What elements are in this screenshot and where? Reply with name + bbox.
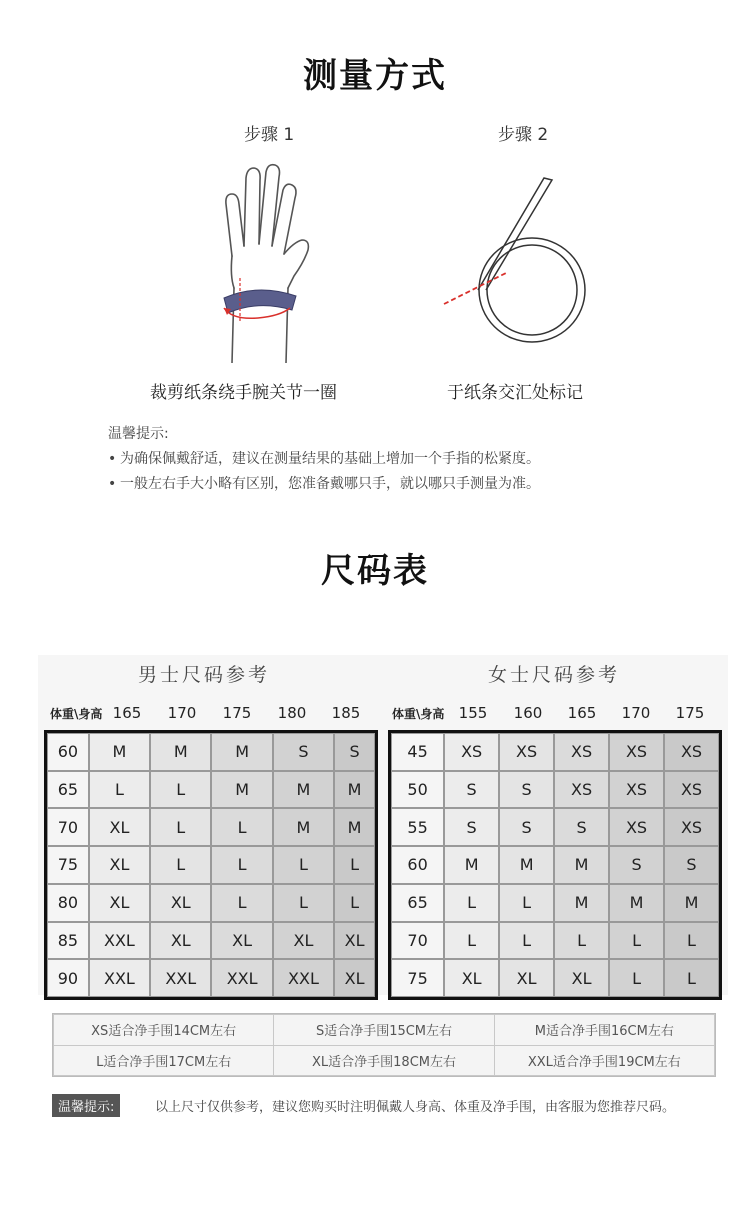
size-cell: XL xyxy=(334,922,375,960)
size-cell: XL xyxy=(150,884,211,922)
guide-cell: XXL适合净手围19CM左右 xyxy=(494,1045,714,1076)
table-row xyxy=(47,884,375,922)
women-chart-title: 女士尺码参考 xyxy=(488,664,621,686)
men-height: 165 xyxy=(112,704,142,722)
guide-cell: S适合净手围15CM左右 xyxy=(274,1015,494,1046)
size-cell: L xyxy=(273,846,334,884)
size-cell: XL xyxy=(554,959,609,997)
weight-cell: 80 xyxy=(47,884,89,922)
measure-title: 测量方式 xyxy=(303,56,447,96)
size-cell: XS xyxy=(664,808,719,846)
size-cell: XXL xyxy=(211,959,272,997)
size-cell: M xyxy=(499,846,554,884)
size-cell: XXL xyxy=(89,922,150,960)
size-cell: XS xyxy=(609,808,664,846)
women-header-row xyxy=(392,704,718,726)
size-cell: XL xyxy=(150,922,211,960)
women-height: 170 xyxy=(621,704,651,722)
guide-cell: XL适合净手围18CM左右 xyxy=(274,1045,494,1076)
size-cell: XL xyxy=(89,846,150,884)
size-cell: M xyxy=(89,733,150,771)
size-cell: L xyxy=(211,884,272,922)
men-corner-label: 体重\身高 xyxy=(50,707,103,721)
size-guide-table xyxy=(52,1013,716,1077)
guide-cell: XS适合净手围14CM左右 xyxy=(54,1015,274,1046)
table-row xyxy=(391,808,719,846)
size-cell: XS xyxy=(554,733,609,771)
size-cell: S xyxy=(664,846,719,884)
step1-label: 步骤 1 xyxy=(244,125,295,145)
size-cell: XS xyxy=(609,733,664,771)
table-row xyxy=(47,846,375,884)
size-cell: L xyxy=(664,922,719,960)
size-cell: XXL xyxy=(273,959,334,997)
size-cell: L xyxy=(609,959,664,997)
women-size-table xyxy=(388,730,722,1000)
size-cell: S xyxy=(499,771,554,809)
men-chart-title: 男士尺码参考 xyxy=(138,664,271,686)
size-cell: S xyxy=(499,808,554,846)
hand-wrist-illustration xyxy=(210,158,320,363)
size-cell: L xyxy=(444,884,499,922)
table-row xyxy=(54,1045,715,1076)
size-cell: L xyxy=(499,922,554,960)
weight-cell: 60 xyxy=(47,733,89,771)
table-row xyxy=(391,959,719,997)
paper-loop-illustration xyxy=(440,172,600,352)
men-height: 180 xyxy=(277,704,307,722)
tip-item: • 一般左右手大小略有区别，您准备戴哪只手，就以哪只手测量为准。 xyxy=(108,476,540,492)
size-cell: XL xyxy=(89,884,150,922)
step2-caption: 于纸条交汇处标记 xyxy=(447,383,583,403)
size-cell: XL xyxy=(499,959,554,997)
note-badge: 温馨提示: xyxy=(52,1094,120,1117)
size-cell: L xyxy=(664,959,719,997)
size-cell: XL xyxy=(444,959,499,997)
size-cell: XXL xyxy=(89,959,150,997)
mark-line-icon xyxy=(444,272,508,304)
weight-cell: 55 xyxy=(391,808,444,846)
size-cell: L xyxy=(554,922,609,960)
weight-cell: 85 xyxy=(47,922,89,960)
size-cell: M xyxy=(554,846,609,884)
size-cell: L xyxy=(150,808,211,846)
size-cell: M xyxy=(273,771,334,809)
women-height: 160 xyxy=(513,704,543,722)
men-height: 170 xyxy=(167,704,197,722)
step1-caption: 裁剪纸条绕手腕关节一圈 xyxy=(150,383,337,403)
table-row xyxy=(391,733,719,771)
size-cell: S xyxy=(273,733,334,771)
size-cell: XS xyxy=(664,771,719,809)
size-cell: L xyxy=(211,808,272,846)
size-cell: XXL xyxy=(150,959,211,997)
size-cell: XL xyxy=(211,922,272,960)
size-cell: L xyxy=(609,922,664,960)
table-row xyxy=(47,959,375,997)
size-cell: M xyxy=(273,808,334,846)
size-cell: L xyxy=(150,771,211,809)
men-height: 175 xyxy=(222,704,252,722)
size-cell: M xyxy=(211,771,272,809)
size-chart-title: 尺码表 xyxy=(321,551,429,591)
size-cell: L xyxy=(89,771,150,809)
size-cell: L xyxy=(499,884,554,922)
size-cell: L xyxy=(273,884,334,922)
size-cell: S xyxy=(444,808,499,846)
men-height: 185 xyxy=(331,704,361,722)
weight-cell: 45 xyxy=(391,733,444,771)
table-row xyxy=(391,884,719,922)
step2-label: 步骤 2 xyxy=(498,125,549,145)
size-cell: XL xyxy=(89,808,150,846)
weight-cell: 65 xyxy=(391,884,444,922)
table-row xyxy=(391,771,719,809)
women-height: 165 xyxy=(567,704,597,722)
weight-cell: 60 xyxy=(391,846,444,884)
size-cell: M xyxy=(554,884,609,922)
weight-cell: 75 xyxy=(47,846,89,884)
table-row xyxy=(47,808,375,846)
table-row xyxy=(391,846,719,884)
size-cell: XS xyxy=(664,733,719,771)
size-cell: L xyxy=(211,846,272,884)
table-row xyxy=(47,771,375,809)
size-cell: M xyxy=(609,884,664,922)
wrist-band xyxy=(224,290,296,313)
guide-cell: L适合净手围17CM左右 xyxy=(54,1045,274,1076)
size-cell: M xyxy=(664,884,719,922)
tips-heading: 温馨提示: xyxy=(108,426,169,442)
size-cell: L xyxy=(334,884,375,922)
size-cell: M xyxy=(211,733,272,771)
size-cell: XL xyxy=(273,922,334,960)
size-cell: XS xyxy=(499,733,554,771)
women-height: 155 xyxy=(458,704,488,722)
size-cell: S xyxy=(334,733,375,771)
weight-cell: 75 xyxy=(391,959,444,997)
note-text: 以上尺寸仅供参考，建议您购买时注明佩戴人身高、体重及净手围，由客服为您推荐尺码。 xyxy=(155,1100,676,1115)
men-header-row xyxy=(50,704,376,726)
weight-cell: 70 xyxy=(391,922,444,960)
guide-cell: M适合净手围16CM左右 xyxy=(494,1015,714,1046)
men-size-table xyxy=(44,730,378,1000)
weight-cell: 90 xyxy=(47,959,89,997)
table-row xyxy=(391,922,719,960)
size-cell: XS xyxy=(554,771,609,809)
table-row xyxy=(54,1015,715,1046)
size-cell: S xyxy=(554,808,609,846)
size-cell: XL xyxy=(334,959,375,997)
size-cell: XS xyxy=(444,733,499,771)
tip-item: • 为确保佩戴舒适，建议在测量结果的基础上增加一个手指的松紧度。 xyxy=(108,451,540,467)
size-cell: XS xyxy=(609,771,664,809)
size-cell: S xyxy=(444,771,499,809)
size-cell: L xyxy=(150,846,211,884)
women-height: 175 xyxy=(675,704,705,722)
size-cell: M xyxy=(334,771,375,809)
size-cell: M xyxy=(150,733,211,771)
size-cell: M xyxy=(334,808,375,846)
size-cell: L xyxy=(444,922,499,960)
weight-cell: 65 xyxy=(47,771,89,809)
tips-block xyxy=(108,422,540,497)
table-row xyxy=(47,922,375,960)
weight-cell: 70 xyxy=(47,808,89,846)
size-cell: M xyxy=(444,846,499,884)
table-row xyxy=(47,733,375,771)
women-corner-label: 体重\身高 xyxy=(392,707,445,721)
size-cell: S xyxy=(609,846,664,884)
size-cell: L xyxy=(334,846,375,884)
weight-cell: 50 xyxy=(391,771,444,809)
